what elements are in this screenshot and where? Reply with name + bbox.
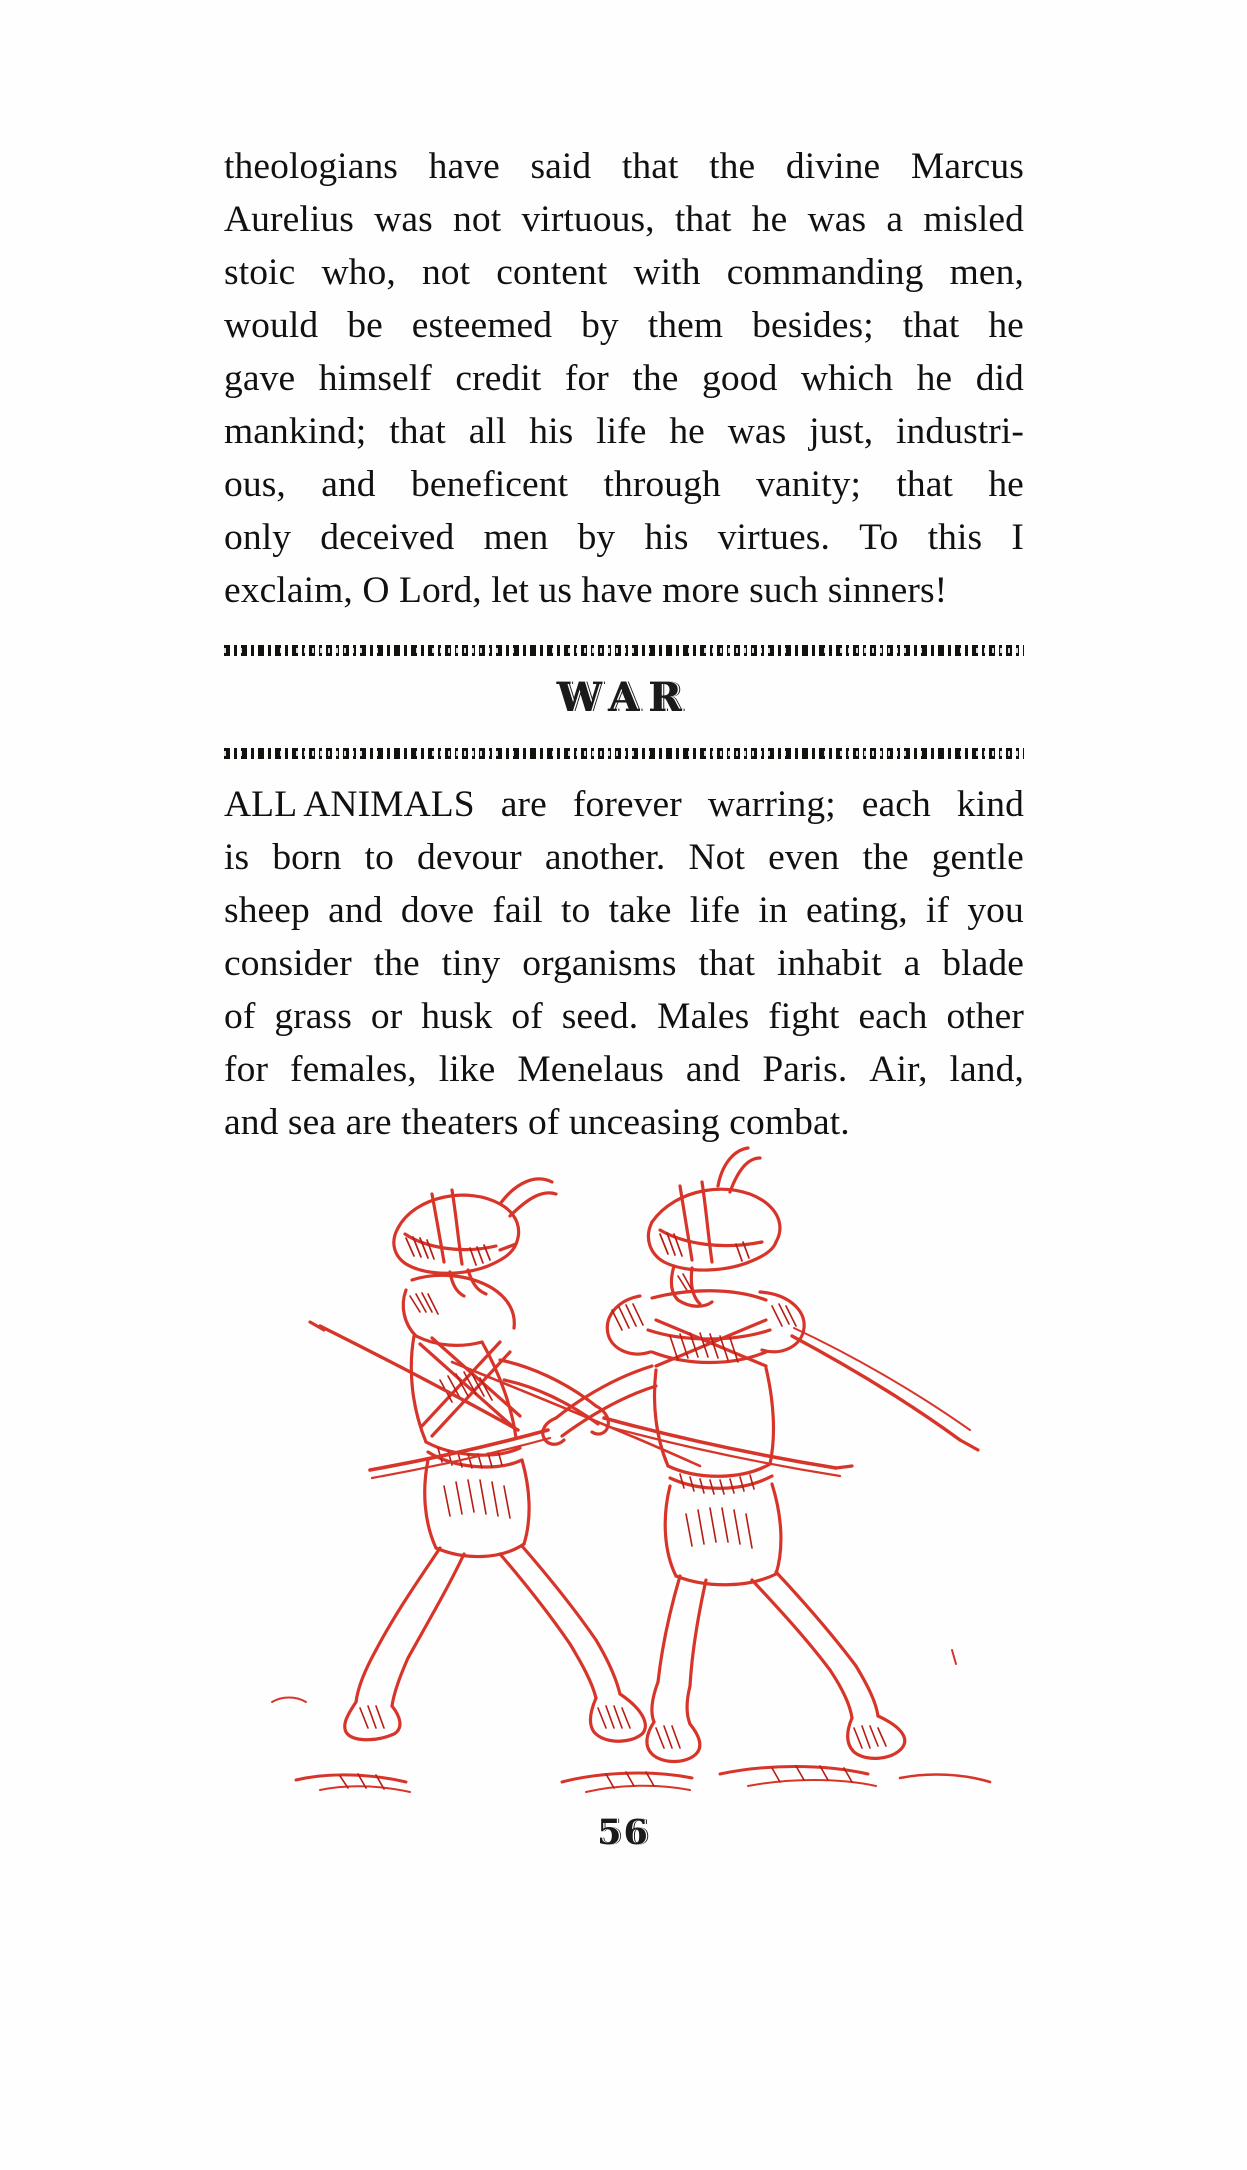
word: life: [596, 411, 647, 452]
word: misled: [923, 199, 1024, 240]
word: this: [927, 517, 983, 558]
paragraph-two-line: [224, 990, 1024, 1043]
word: eating,: [806, 890, 908, 931]
word: not: [421, 252, 471, 293]
word: gentle: [931, 837, 1024, 878]
word: Paris.: [762, 1049, 848, 1090]
word: that: [902, 305, 960, 346]
word: that: [698, 943, 756, 984]
word: mankind;: [224, 411, 367, 452]
word: through: [603, 464, 721, 505]
word: Aurelius: [224, 199, 354, 240]
word: he: [669, 411, 705, 452]
lead-small-caps: [224, 778, 1024, 831]
word: men: [483, 517, 549, 558]
word: he: [988, 305, 1024, 346]
word: kind: [956, 784, 1024, 825]
word: men,: [949, 252, 1024, 293]
line-text: exclaim, O Lord, let us have more such sinners!: [224, 570, 948, 611]
word: Menelaus: [517, 1049, 664, 1090]
word: Males: [657, 996, 750, 1037]
word: content: [496, 252, 608, 293]
word: for: [224, 1049, 269, 1090]
word: a: [886, 199, 904, 240]
word: have: [428, 146, 500, 187]
word: sheep: [224, 890, 310, 931]
word: was: [374, 199, 433, 240]
word: theologians: [224, 146, 398, 187]
word: are: [500, 784, 547, 825]
paragraph-one-line: [224, 193, 1024, 246]
word: stoic: [224, 252, 296, 293]
word: blade: [942, 943, 1024, 984]
word: his: [529, 411, 574, 452]
paragraph-one-line: [224, 458, 1024, 511]
word: by: [577, 517, 616, 558]
word: each: [858, 996, 928, 1037]
word: other: [946, 996, 1024, 1037]
paragraph-two-line: [224, 831, 1024, 884]
word: Not: [688, 837, 746, 878]
word: with: [633, 252, 701, 293]
word: he: [916, 358, 953, 399]
word: of: [224, 996, 256, 1037]
word: that: [621, 146, 679, 187]
word: be: [347, 305, 383, 346]
word: Marcus: [910, 146, 1024, 187]
word: another.: [544, 837, 666, 878]
word: dove: [400, 890, 475, 931]
word: born: [272, 837, 342, 878]
paragraph-one-line: [224, 246, 1024, 299]
word: all: [468, 411, 507, 452]
soldiers-fighting-illustration: [200, 1130, 1040, 1810]
word: them: [647, 305, 724, 346]
word: and: [685, 1049, 741, 1090]
word: the: [373, 943, 420, 984]
section-heading-war: WAR: [557, 674, 691, 721]
word: virtuous,: [521, 199, 655, 240]
word: to: [364, 837, 394, 878]
word: fail: [492, 890, 543, 931]
word: he: [751, 199, 788, 240]
word: for: [564, 358, 609, 399]
word: Air,: [869, 1049, 928, 1090]
word: a: [903, 943, 921, 984]
ornamental-rule-below-heading: [224, 748, 1024, 759]
word: females,: [290, 1049, 417, 1090]
word: grass: [274, 996, 352, 1037]
word: did: [975, 358, 1024, 399]
word: that: [389, 411, 446, 452]
word: by: [581, 305, 619, 346]
paragraph-one-line: [224, 299, 1024, 352]
word: husk: [421, 996, 493, 1037]
text-column: [224, 140, 1024, 617]
word: if: [925, 890, 950, 931]
word: organisms: [522, 943, 677, 984]
word: besides;: [752, 305, 874, 346]
ornamental-rule-above-heading: [224, 645, 1024, 656]
word: tiny: [441, 943, 501, 984]
word: was: [807, 199, 867, 240]
word: you: [967, 890, 1024, 931]
word: virtues.: [717, 517, 830, 558]
word: seed.: [561, 996, 639, 1037]
lead-caps-text: ALL ANIMALS: [224, 784, 475, 825]
word: which: [800, 358, 894, 399]
paragraph-one: [224, 140, 1024, 617]
word: life: [689, 890, 741, 931]
word: in: [758, 890, 788, 931]
paragraph-two: [224, 778, 1024, 1149]
word: is: [224, 837, 250, 878]
word: he: [988, 464, 1024, 505]
word: fight: [768, 996, 840, 1037]
word: vanity;: [756, 464, 862, 505]
word: To: [859, 517, 899, 558]
word: beneficent: [410, 464, 569, 505]
word: the: [862, 837, 909, 878]
word: deceived: [320, 517, 455, 558]
word: of: [511, 996, 543, 1037]
word: commanding: [726, 252, 924, 293]
word: even: [768, 837, 840, 878]
word: credit: [455, 358, 542, 399]
word: each: [861, 784, 931, 825]
word: only: [224, 517, 292, 558]
word: that: [674, 199, 732, 240]
word: consider: [224, 943, 352, 984]
word: who,: [321, 252, 396, 293]
word: devour: [417, 837, 522, 878]
paragraph-two-line: [224, 1043, 1024, 1096]
paragraph-one-line: [224, 511, 1024, 564]
word: that: [896, 464, 953, 505]
paragraph-one-line: [224, 140, 1024, 193]
word: the: [632, 358, 679, 399]
paragraph-two-line: [224, 778, 1024, 831]
paragraph-one-line: [224, 405, 1024, 458]
word: to: [561, 890, 591, 931]
word: his: [644, 517, 689, 558]
word: and: [328, 890, 383, 931]
word: take: [608, 890, 672, 931]
text-column-second: [224, 778, 1024, 1149]
word: the: [709, 146, 756, 187]
word: industri-: [896, 411, 1024, 452]
word: like: [438, 1049, 496, 1090]
word: gave: [224, 358, 296, 399]
word: or: [370, 996, 403, 1037]
word: just,: [809, 411, 874, 452]
word: land,: [949, 1049, 1024, 1090]
word: and: [321, 464, 376, 505]
word: was: [727, 411, 787, 452]
word: divine: [785, 146, 881, 187]
paragraph-two-line: [224, 884, 1024, 937]
paragraph-one-line: [224, 564, 1024, 617]
line-text: and sea are theaters of unceasing combat.: [224, 1102, 850, 1143]
word: esteemed: [411, 305, 553, 346]
word: ous,: [224, 464, 286, 505]
word: would: [224, 305, 319, 346]
word: said: [530, 146, 592, 187]
word: warring;: [707, 784, 836, 825]
paragraph-two-line: [224, 937, 1024, 990]
paragraph-one-line: [224, 352, 1024, 405]
word: good: [702, 358, 778, 399]
word: himself: [318, 358, 432, 399]
word: forever: [572, 784, 682, 825]
word: I: [1011, 517, 1024, 558]
word: not: [453, 199, 502, 240]
word: inhabit: [776, 943, 882, 984]
page-number: 56: [597, 1812, 650, 1853]
